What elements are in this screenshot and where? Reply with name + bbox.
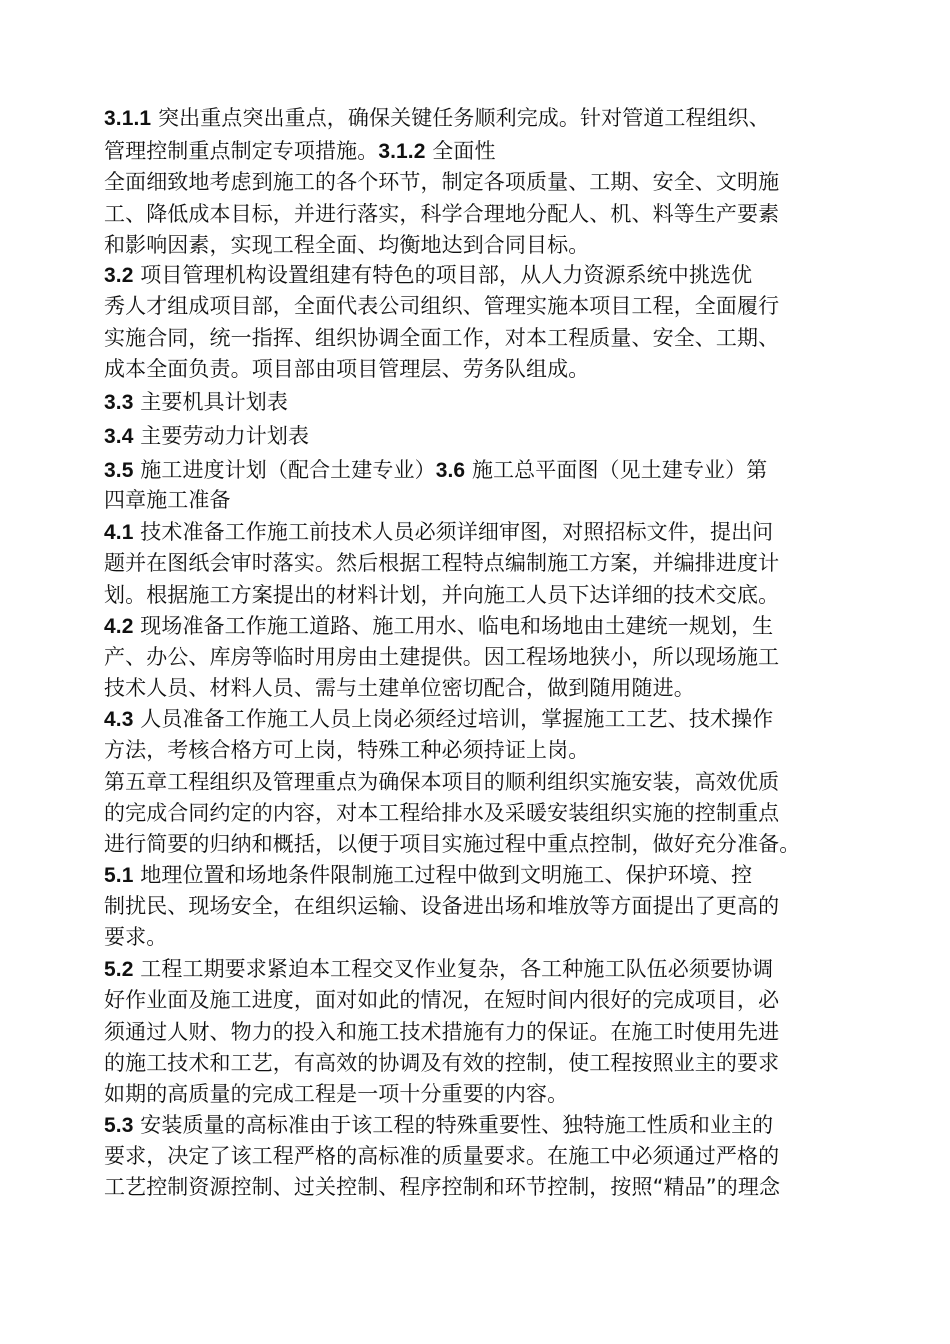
section-number: 5.3 [104, 1114, 134, 1137]
text-segment: 第五章工程组织及管理重点为确保本项目的顺利组织实施安装，高效优质 [104, 770, 780, 794]
text-line [104, 829, 800, 859]
text-segment: 施工总平面图（见土建专业）第 [465, 458, 768, 482]
section-number: 3.5 [104, 459, 134, 482]
text-line [104, 230, 589, 260]
text-segment: 划。根据施工方案提出的材料计划，并向施工人员下达详细的技术交底。 [104, 583, 780, 607]
text-segment: 施工进度计划（配合土建专业） [133, 458, 436, 482]
text-segment: 主要机具计划表 [133, 390, 288, 414]
text-line [104, 291, 779, 321]
text-segment: 全面细致地考虑到施工的各个环节，制定各项质量、工期、安全、文明施 [104, 170, 780, 194]
text-line [104, 1141, 779, 1171]
text-line [104, 548, 779, 578]
text-line [104, 985, 779, 1015]
text-line [104, 642, 779, 672]
text-line [104, 485, 231, 515]
text-segment: 进行简要的归纳和概括，以便于项目实施过程中重点控制，做好充分准备。 [104, 832, 801, 856]
text-line [104, 354, 589, 384]
text-line [104, 735, 589, 765]
text-segment: 管理控制重点制定专项措施。 [104, 139, 379, 163]
text-line [104, 1017, 779, 1047]
text-segment: 工、降低成本目标，并进行落实，科学合理地分配人、机、料等生产要素 [104, 202, 780, 226]
section-number: 4.1 [104, 521, 134, 544]
text-segment: 制扰民、现场安全，在组织运输、设备进出场和堆放等方面提出了更高的 [104, 894, 780, 918]
text-segment: 工艺控制资源控制、过关控制、程序控制和环节控制，按照“精品”的理念 [104, 1175, 781, 1199]
text-segment: 四章施工准备 [104, 488, 231, 512]
text-line [104, 922, 167, 952]
text-line [104, 954, 773, 985]
text-segment: 题并在图纸会审时落实。然后根据工程特点编制施工方案，并编排进度计 [104, 551, 780, 575]
text-line [104, 136, 496, 167]
text-segment: 现场准备工作施工道路、施工用水、临电和场地由土建统一规划，生 [133, 614, 774, 638]
text-segment: 主要劳动力计划表 [133, 424, 310, 448]
section-number: 5.2 [104, 958, 134, 981]
text-line [104, 167, 779, 197]
section-number: 5.1 [104, 864, 134, 887]
text-segment: 安装质量的高标准由于该工程的特殊重要性、独特施工性质和业主的 [133, 1113, 774, 1137]
section-number: 3.1.2 [378, 140, 426, 163]
text-segment: 技术人员、材料人员、需与土建单位密切配合，做到随用随进。 [104, 676, 695, 700]
text-segment: 要求，决定了该工程严格的高标准的质量要求。在施工中必须通过严格的 [104, 1144, 780, 1168]
text-segment: 技术准备工作施工前技术人员必须详细审图，对照招标文件，提出问 [133, 520, 774, 544]
section-number: 4.2 [104, 615, 134, 638]
section-number: 4.3 [104, 708, 134, 731]
text-segment: 须通过人财、物力的投入和施工技术措施有力的保证。在施工时使用先进 [104, 1020, 780, 1044]
text-line [104, 103, 770, 134]
text-segment: 要求。 [104, 925, 168, 949]
text-line [104, 580, 779, 610]
text-line [104, 323, 779, 353]
text-line [104, 1079, 568, 1109]
text-segment: 产、办公、库房等临时用房由土建提供。因工程场地狭小，所以现场施工 [104, 645, 780, 669]
text-segment: 好作业面及施工进度，面对如此的情况，在短时间内很好的完成项目，必 [104, 988, 780, 1012]
text-line [104, 767, 779, 797]
section-number: 3.1.1 [104, 107, 152, 130]
text-line [104, 1110, 773, 1141]
section-number: 3.4 [104, 425, 134, 448]
section-number: 3.2 [104, 264, 134, 287]
text-line [104, 673, 695, 703]
text-line [104, 199, 779, 229]
text-line [104, 611, 773, 642]
text-segment: 和影响因素，实现工程全面、均衡地达到合同目标。 [104, 233, 590, 257]
text-segment: 实施合同，统一指挥、组织协调全面工作，对本工程质量、安全、工期、 [104, 326, 780, 350]
text-segment: 秀人才组成项目部，全面代表公司组织、管理实施本项目工程，全面履行 [104, 294, 780, 318]
text-line [104, 260, 752, 291]
section-number: 3.3 [104, 391, 134, 414]
text-segment: 突出重点突出重点，确保关键任务顺利完成。针对管道工程组织、 [151, 106, 770, 130]
text-line [104, 421, 309, 452]
text-segment: 全面性 [425, 139, 496, 163]
text-line [104, 891, 779, 921]
text-line [104, 798, 779, 828]
text-segment: 的完成合同约定的内容，对本工程给排水及采暖安装组织实施的控制重点 [104, 801, 780, 825]
text-line [104, 1172, 780, 1202]
text-line [104, 387, 288, 418]
text-line [104, 517, 773, 548]
text-segment: 工程工期要求紧迫本工程交叉作业复杂，各工种施工队伍必须要协调 [133, 957, 774, 981]
text-line [104, 704, 773, 735]
text-line [104, 860, 752, 891]
text-line [104, 455, 767, 486]
text-segment: 地理位置和场地条件限制施工过程中做到文明施工、保护环境、控 [133, 863, 753, 887]
text-segment: 人员准备工作施工人员上岗必须经过培训，掌握施工工艺、技术操作 [133, 707, 774, 731]
section-number: 3.6 [435, 459, 466, 482]
text-segment: 成本全面负责。项目部由项目管理层、劳务队组成。 [104, 357, 590, 381]
text-segment: 的施工技术和工艺，有高效的协调及有效的控制，使工程按照业主的要求 [104, 1051, 780, 1075]
text-segment: 项目管理机构设置组建有特色的项目部，从人力资源系统中挑选优 [133, 263, 753, 287]
text-segment: 方法，考核合格方可上岗，特殊工种必须持证上岗。 [104, 738, 590, 762]
text-segment: 如期的高质量的完成工程是一项十分重要的内容。 [104, 1082, 569, 1106]
text-line [104, 1048, 779, 1078]
